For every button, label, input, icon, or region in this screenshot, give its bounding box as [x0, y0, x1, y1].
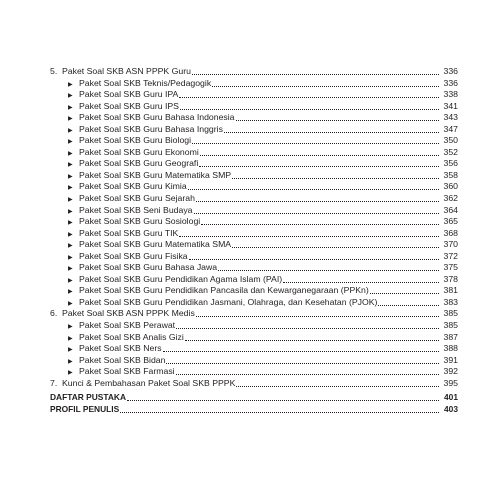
- dot-leader: [236, 378, 439, 387]
- sub-item-label: Paket Soal SKB Guru IPS: [79, 100, 179, 111]
- toc-sub-item[interactable]: [50, 135, 458, 147]
- toc-sub-item[interactable]: [50, 262, 458, 274]
- dot-leader: [180, 101, 439, 110]
- dot-leader: [196, 308, 439, 317]
- sub-item-label: Paket Soal SKB Guru Geografi: [79, 158, 199, 169]
- triangle-bullet-icon: ▶: [68, 266, 73, 273]
- dot-leader: [283, 274, 439, 283]
- page-number: 356: [443, 158, 458, 169]
- toc-sub-item[interactable]: [50, 181, 458, 193]
- dot-leader: [166, 355, 439, 364]
- triangle-bullet-icon: ▶: [68, 197, 73, 204]
- sub-item-label: Paket Soal SKB Bidan: [79, 354, 166, 365]
- page-number: 338: [443, 89, 458, 100]
- dot-leader: [179, 228, 439, 237]
- toc-sub-item[interactable]: [50, 89, 458, 101]
- sub-item-label: Paket Soal SKB Guru IPA: [79, 89, 179, 100]
- toc-section-5[interactable]: [50, 66, 458, 78]
- toc-sub-item[interactable]: [50, 228, 458, 240]
- toc-sub-item[interactable]: [50, 355, 458, 367]
- dot-leader: [218, 262, 439, 271]
- sub-item-label: Paket Soal SKB Teknis/Pedagogik: [79, 77, 212, 88]
- dot-leader: [185, 332, 439, 341]
- dot-leader: [370, 285, 439, 294]
- toc-sub-item[interactable]: [50, 193, 458, 205]
- triangle-bullet-icon: ▶: [68, 81, 73, 88]
- sub-item-label: Paket Soal SKB Guru Matematika SMP: [79, 169, 232, 180]
- dot-leader: [163, 343, 439, 352]
- sub-item-label: Paket Soal SKB Farmasi: [79, 366, 175, 377]
- page-number: 395: [443, 377, 458, 388]
- triangle-bullet-icon: ▶: [68, 358, 73, 365]
- triangle-bullet-icon: ▶: [68, 139, 73, 146]
- dot-leader: [176, 320, 439, 329]
- section-title: Paket Soal SKB ASN PPPK Guru: [62, 66, 191, 76]
- dot-leader: [236, 112, 439, 121]
- toc-sub-item[interactable]: [50, 285, 458, 297]
- table-of-contents: [50, 66, 458, 415]
- entry-title: PROFIL PENULIS: [50, 403, 120, 414]
- page-number: 358: [443, 169, 458, 180]
- sub-item-label: Paket Soal SKB Guru Sejarah: [79, 193, 195, 204]
- sub-item-label: Paket Soal SKB Guru Pendidikan Pancasila dan Kewarganegaraan (PPKn): [79, 285, 369, 296]
- toc-sub-item[interactable]: [50, 101, 458, 113]
- page-number: 368: [443, 227, 458, 238]
- page-number: 370: [443, 239, 458, 250]
- triangle-bullet-icon: ▶: [68, 324, 73, 331]
- toc-daftar-pustaka[interactable]: [50, 392, 458, 404]
- dot-leader: [224, 124, 439, 133]
- page-number: 388: [443, 343, 458, 354]
- page-number: 385: [443, 320, 458, 331]
- triangle-bullet-icon: ▶: [68, 370, 73, 377]
- page-number: 336: [443, 77, 458, 88]
- toc-sub-item[interactable]: [50, 239, 458, 251]
- dot-leader: [192, 66, 439, 75]
- sub-item-label: Paket Soal SKB Guru Kimia: [79, 181, 187, 192]
- triangle-bullet-icon: ▶: [68, 243, 73, 250]
- dot-leader: [120, 404, 439, 413]
- triangle-bullet-icon: ▶: [68, 231, 73, 238]
- toc-sub-item[interactable]: [50, 78, 458, 90]
- toc-section-7[interactable]: [50, 378, 458, 390]
- triangle-bullet-icon: ▶: [68, 335, 73, 342]
- toc-sub-item[interactable]: [50, 112, 458, 124]
- sub-item-label: Paket Soal SKB Guru Bahasa Jawa: [79, 262, 218, 273]
- toc-sub-item[interactable]: [50, 147, 458, 159]
- triangle-bullet-icon: ▶: [68, 104, 73, 111]
- sub-item-label: Paket Soal SKB Guru Fisika: [79, 250, 188, 261]
- sub-item-label: Paket Soal SKB Guru Matematika SMA: [79, 239, 232, 250]
- sub-item-label: Paket Soal SKB Guru TIK: [79, 227, 179, 238]
- page-number: 347: [443, 123, 458, 134]
- section-5-items: [50, 78, 458, 309]
- section-title: Paket Soal SKB ASN PPPK Medis: [62, 308, 195, 319]
- toc-sub-item[interactable]: [50, 158, 458, 170]
- toc-sub-item[interactable]: [50, 297, 458, 309]
- page-number: 381: [443, 285, 458, 296]
- dot-leader: [176, 366, 439, 375]
- section-number: 6.: [50, 308, 58, 319]
- dot-leader: [378, 297, 439, 306]
- page-number: 343: [443, 112, 458, 123]
- page-number: 385: [443, 308, 458, 319]
- sub-item-label: Paket Soal SKB Guru Sosiologi: [79, 216, 201, 227]
- toc-sub-item[interactable]: [50, 124, 458, 136]
- page-number: 372: [443, 250, 458, 261]
- page-number: 383: [443, 296, 458, 307]
- page-number: 365: [443, 216, 458, 227]
- section-6-items: [50, 320, 458, 378]
- toc-sub-item[interactable]: [50, 274, 458, 286]
- sub-item-label: Paket Soal SKB Guru Bahasa Inggris: [79, 123, 223, 134]
- page-number: 362: [443, 193, 458, 204]
- page-number: 387: [443, 331, 458, 342]
- triangle-bullet-icon: ▶: [68, 127, 73, 134]
- dot-leader: [196, 193, 439, 202]
- triangle-bullet-icon: ▶: [68, 289, 73, 296]
- dot-leader: [201, 216, 439, 225]
- triangle-bullet-icon: ▶: [68, 173, 73, 180]
- dot-leader: [179, 89, 439, 98]
- triangle-bullet-icon: ▶: [68, 162, 73, 169]
- section-title: Kunci & Pembahasan Paket Soal SKB PPPK: [62, 377, 236, 388]
- triangle-bullet-icon: ▶: [68, 93, 73, 100]
- triangle-bullet-icon: ▶: [68, 277, 73, 284]
- toc-sub-item[interactable]: [50, 320, 458, 332]
- page-number: 341: [443, 100, 458, 111]
- dot-leader: [188, 181, 439, 190]
- triangle-bullet-icon: ▶: [68, 150, 73, 157]
- toc-sub-item[interactable]: [50, 332, 458, 344]
- triangle-bullet-icon: ▶: [68, 347, 73, 354]
- triangle-bullet-icon: ▶: [68, 185, 73, 192]
- dot-leader: [189, 251, 439, 260]
- page-number: 336: [443, 66, 458, 76]
- sub-item-label: Paket Soal SKB Perawat: [79, 320, 176, 331]
- toc-sub-item[interactable]: [50, 251, 458, 263]
- sub-item-label: Paket Soal SKB Guru Pendidikan Jasmani, Olahraga, dan Kesehatan (PJOK): [79, 296, 378, 307]
- sub-item-label: Paket Soal SKB Seni Budaya: [79, 204, 193, 215]
- triangle-bullet-icon: ▶: [68, 220, 73, 227]
- page-number: 350: [443, 135, 458, 146]
- toc-sub-item[interactable]: [50, 170, 458, 182]
- dot-leader: [200, 147, 439, 156]
- section-number: 5.: [50, 66, 58, 76]
- page-number: 401: [444, 392, 458, 403]
- sub-item-label: Paket Soal SKB Guru Biologi: [79, 135, 192, 146]
- page-number: 392: [443, 366, 458, 377]
- entry-title: DAFTAR PUSTAKA: [50, 392, 126, 403]
- toc-sub-item[interactable]: [50, 343, 458, 355]
- sub-item-label: Paket Soal SKB Analis Gizi: [79, 331, 184, 342]
- sub-item-label: Paket Soal SKB Guru Ekonomi: [79, 146, 199, 157]
- page-number: 364: [443, 204, 458, 215]
- page-number: 352: [443, 146, 458, 157]
- dot-leader: [232, 170, 439, 179]
- page-number: 391: [443, 354, 458, 365]
- dot-leader: [192, 135, 439, 144]
- toc-profil-penulis[interactable]: [50, 404, 458, 416]
- dot-leader: [212, 78, 439, 87]
- sub-item-label: Paket Soal SKB Guru Bahasa Indonesia: [79, 112, 235, 123]
- page-number: 375: [443, 262, 458, 273]
- toc-sub-item[interactable]: [50, 216, 458, 228]
- triangle-bullet-icon: ▶: [68, 116, 73, 123]
- page-number: 360: [443, 181, 458, 192]
- page-number: 403: [444, 403, 458, 414]
- dot-leader: [194, 205, 440, 214]
- toc-section-6[interactable]: [50, 308, 458, 320]
- dot-leader: [232, 239, 439, 248]
- sub-item-label: Paket Soal SKB Ners: [79, 343, 162, 354]
- triangle-bullet-icon: ▶: [68, 254, 73, 261]
- triangle-bullet-icon: ▶: [68, 300, 73, 307]
- toc-sub-item[interactable]: [50, 366, 458, 378]
- dot-leader: [127, 392, 439, 401]
- sub-item-label: Paket Soal SKB Guru Pendidikan Agama Islam (PAI): [79, 273, 283, 284]
- dot-leader: [199, 158, 439, 167]
- triangle-bullet-icon: ▶: [68, 208, 73, 215]
- page-number: 378: [443, 273, 458, 284]
- section-number: 7.: [50, 377, 58, 388]
- toc-sub-item[interactable]: [50, 205, 458, 217]
